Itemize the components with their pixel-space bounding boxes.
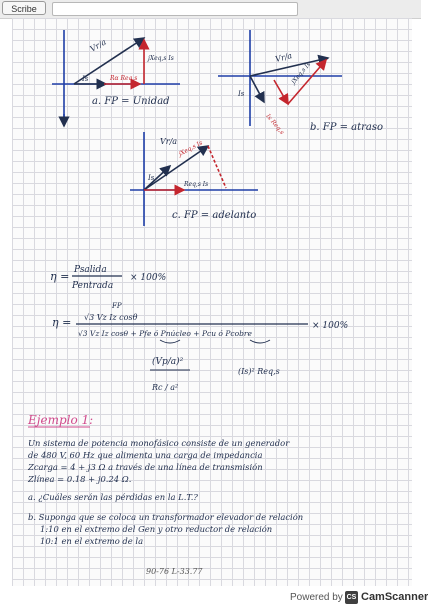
camscanner-brand: CamScanner bbox=[361, 591, 428, 603]
psalida: Psalida bbox=[74, 265, 107, 275]
label-vp: Vr/a bbox=[274, 51, 294, 64]
title-field[interactable] bbox=[52, 2, 298, 16]
core-loss-num: (Vp/a)² bbox=[152, 357, 184, 367]
percent-100: × 100% bbox=[130, 273, 167, 283]
core-loss-den: Rc / a² bbox=[152, 383, 179, 392]
label-is: Is bbox=[238, 90, 245, 98]
example-section bbox=[27, 413, 303, 546]
example-line-4: Zlínea = 0.18 + j0.24 Ω. bbox=[28, 474, 132, 484]
label-drop-x: jXeq,s Is bbox=[290, 60, 313, 86]
label-is: Is bbox=[148, 174, 155, 182]
percent-100-2: × 100% bbox=[312, 321, 349, 331]
example-line-1: Un sistema de potencia monofásico consiste de un generador bbox=[28, 438, 290, 448]
notebook-page bbox=[12, 18, 412, 586]
numerator: √3 Vz Iz cosθ bbox=[84, 313, 138, 322]
top-toolbar bbox=[0, 0, 421, 19]
phasor-diagram-unity bbox=[52, 30, 180, 126]
example-line-3: Zcarga = 4 + j3 Ω a través de una línea de transmisión bbox=[28, 462, 263, 472]
phasor-drop-r bbox=[274, 80, 288, 104]
label-drop-x: jXeq,s Is bbox=[148, 55, 174, 62]
phasor-diagram-lagging bbox=[218, 30, 383, 136]
caption-c: c. FP = adelanto bbox=[172, 210, 257, 221]
label-is: Is bbox=[82, 75, 89, 83]
phasor-diagram-leading bbox=[130, 132, 258, 226]
label-drop-r: Req,s Is bbox=[184, 181, 209, 188]
efficiency-formula-expanded bbox=[52, 302, 348, 392]
label-drop-r: Rα Req,s bbox=[110, 75, 138, 82]
question-a: a. ¿Cuáles serán las pérdidas en la L.T.? bbox=[28, 492, 198, 502]
label-drop-r: Is Req,s bbox=[264, 112, 286, 136]
label-vp: Vr/a bbox=[160, 137, 178, 146]
camscanner-logo-icon: CS bbox=[345, 591, 358, 604]
handwritten-notes bbox=[12, 18, 412, 586]
phasor-is bbox=[250, 76, 264, 102]
example-heading: Ejemplo 1: bbox=[28, 413, 94, 427]
example-line-2: de 480 V, 60 Hz que alimenta una carga de impedancia bbox=[28, 450, 263, 460]
question-b-line-3: 10:1 en el extremo de la bbox=[40, 536, 144, 546]
efficiency-formula bbox=[50, 265, 166, 291]
question-b-line-2: 1:10 en el extremo del Gen y otro reductor de relación bbox=[40, 524, 273, 534]
pentrada: Pentrada bbox=[72, 281, 114, 291]
label-drop-x: jXeq,s Is bbox=[177, 139, 204, 158]
powered-by-text: Powered by bbox=[290, 592, 343, 603]
scribe-button[interactable]: Scribe bbox=[2, 1, 46, 15]
copper-loss: (Is)² Req,s bbox=[238, 367, 280, 376]
scanner-footer bbox=[0, 588, 428, 609]
fp-note: FP bbox=[112, 302, 122, 310]
phasor-drop-x bbox=[208, 146, 226, 188]
page-number: 90-76 L-33.77 bbox=[146, 567, 203, 576]
label-vp: Vr/a bbox=[88, 37, 108, 54]
eta-symbol-2: η = bbox=[52, 316, 72, 329]
question-b-line-1: b. Suponga que se coloca un transformador elevador de relación bbox=[28, 512, 304, 522]
caption-b: b. FP = atraso bbox=[310, 122, 384, 133]
eta-symbol: η = bbox=[50, 270, 70, 283]
caption-a: a. FP = Unidad bbox=[92, 96, 170, 107]
denominator: √3 Vz Iz cosθ + Pfe ó Pnúcleo + Pcu ó Pcobre bbox=[78, 329, 252, 338]
